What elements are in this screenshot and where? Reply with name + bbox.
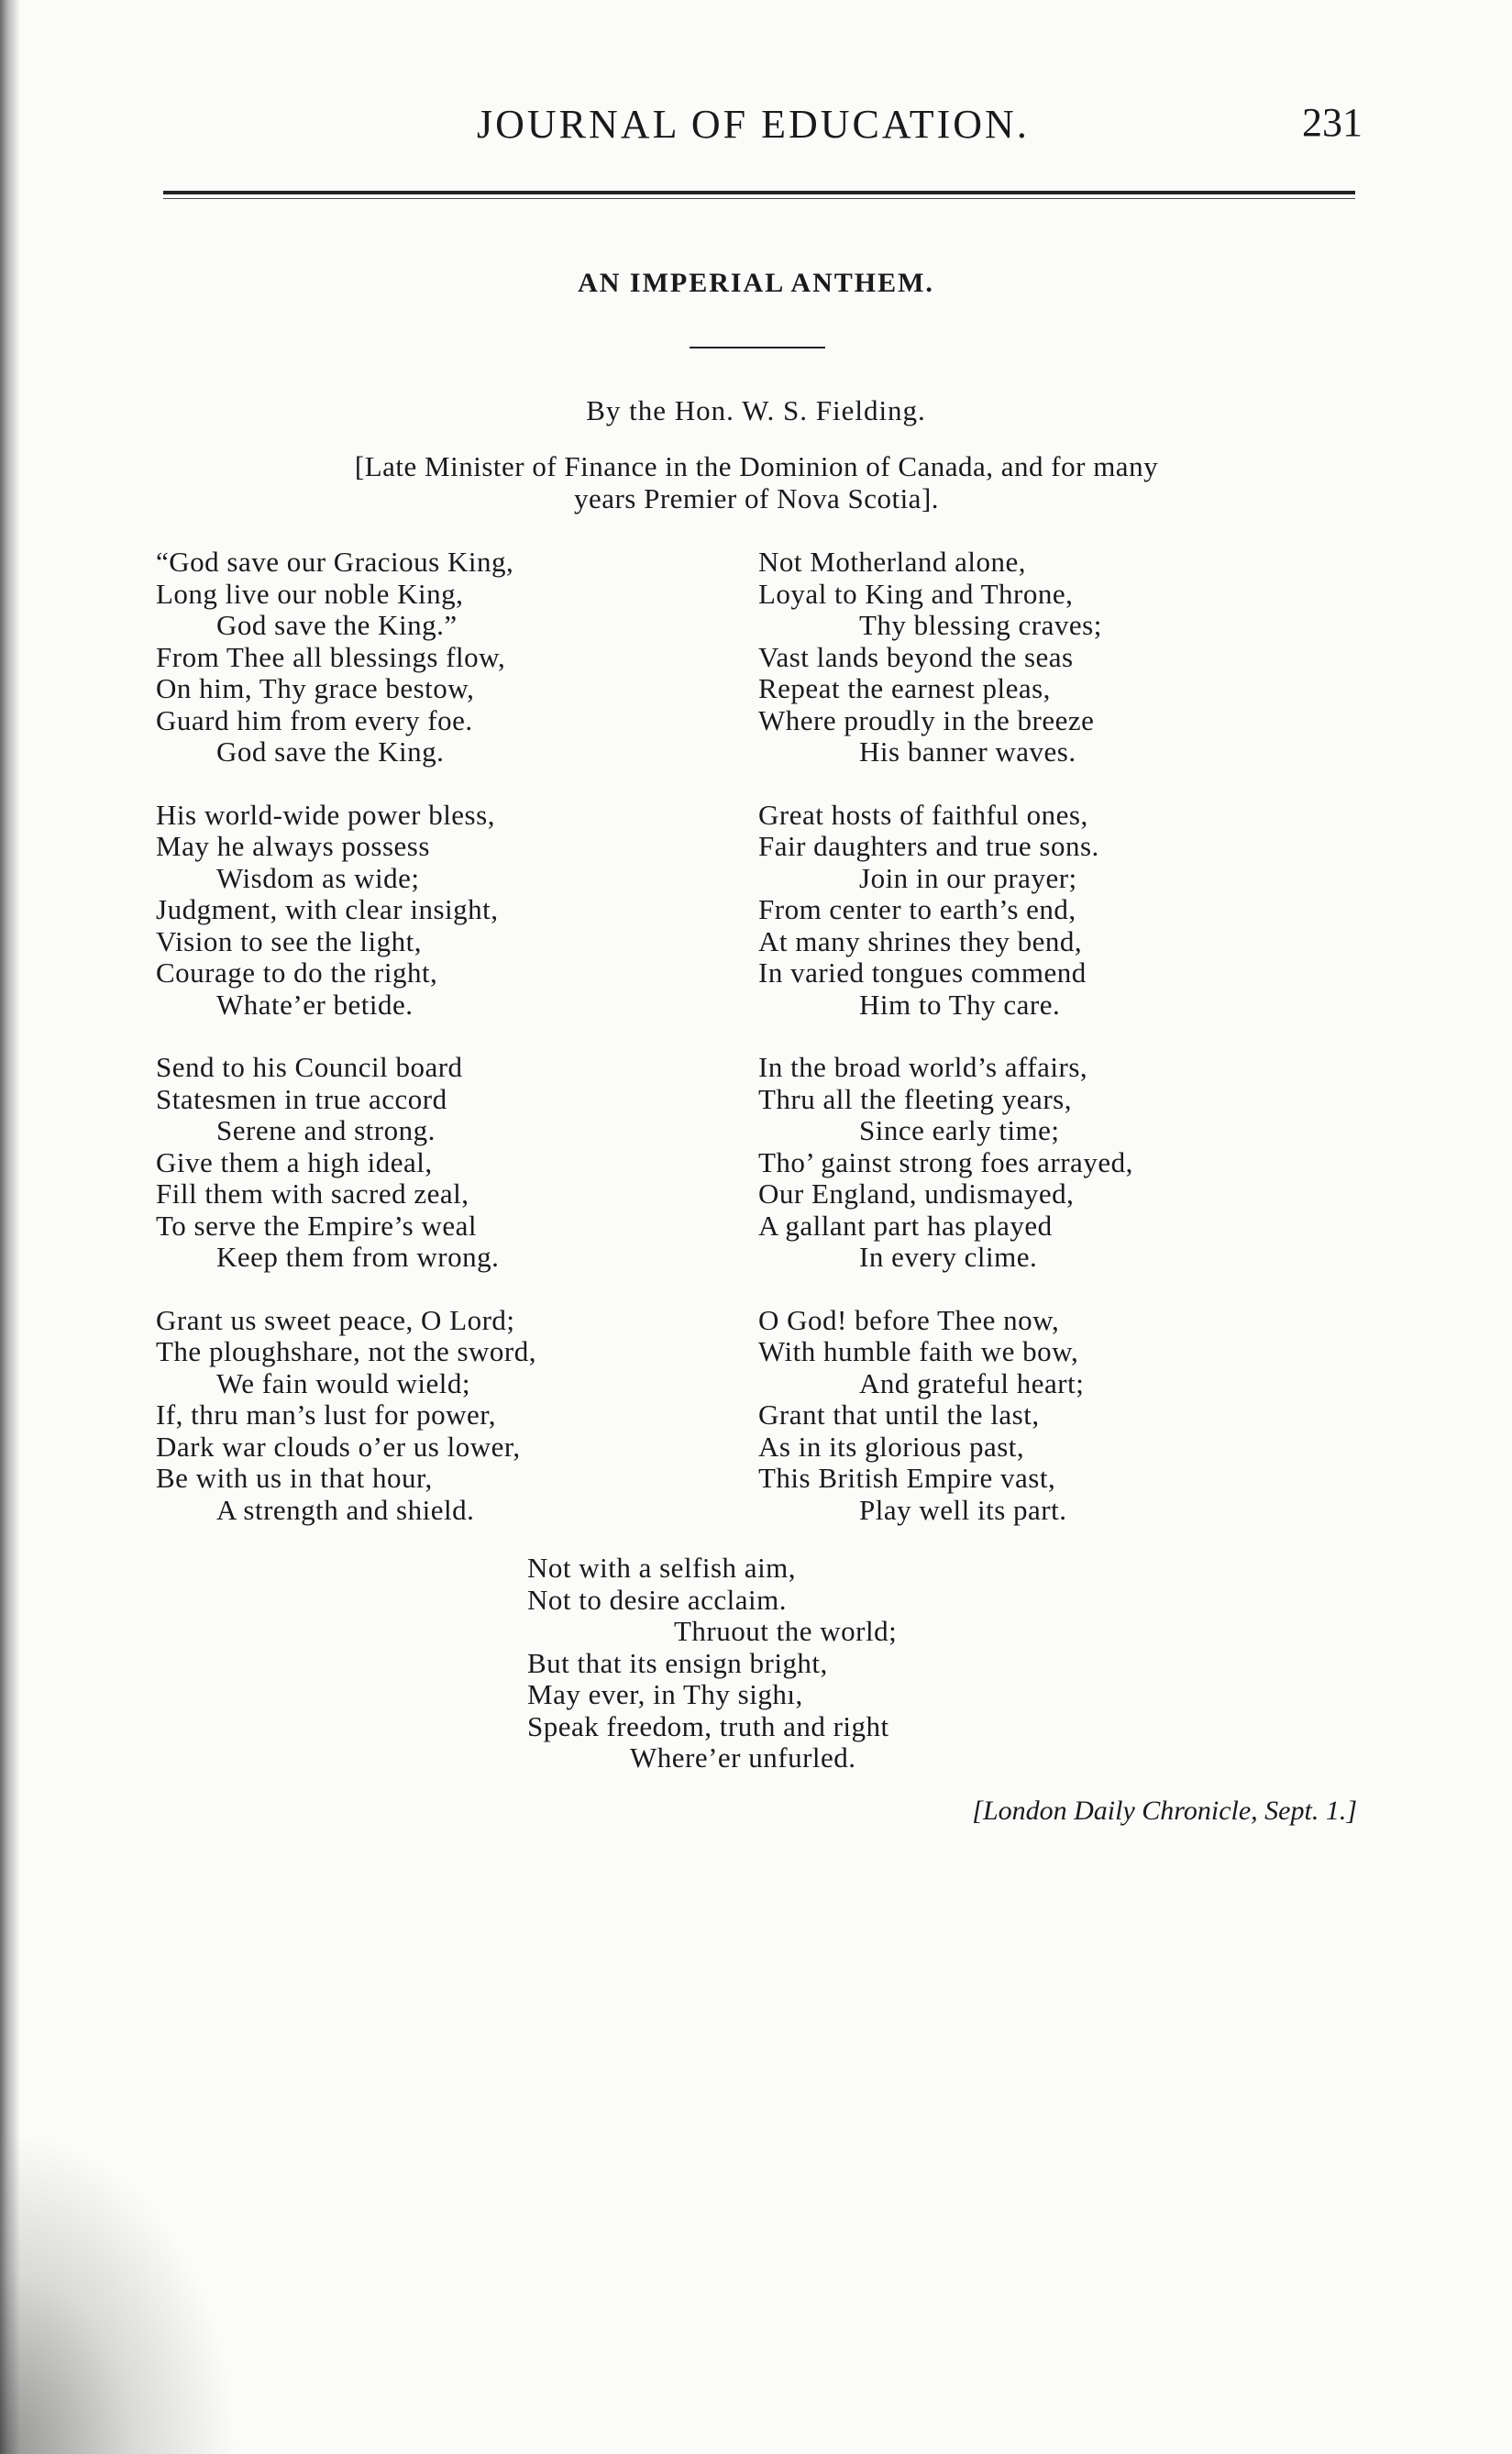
- stanza-left-3: [156, 1052, 706, 1274]
- verse-line: Judgment, with clear insight,: [156, 893, 499, 925]
- stanza-left-2: [156, 800, 706, 1022]
- source-citation: [London Daily Chronicle, Sept. 1.]: [972, 1796, 1357, 1826]
- verse-line: Vision to see the light,: [156, 924, 422, 957]
- verse-line: His world-wide power bless,: [156, 798, 495, 831]
- verse-line: Not to desire acclaim.: [527, 1583, 788, 1616]
- verse-line: Fair daughters and true sons.: [758, 830, 1099, 862]
- verse-line: Long live our noble King,: [156, 577, 464, 610]
- verse-line: Our England, undismayed,: [758, 1177, 1075, 1210]
- verse-line: Tho’ gainst strong foes arrayed,: [758, 1145, 1133, 1178]
- verse-line: Courage to do the right,: [156, 956, 438, 989]
- verse-line: Where’er unfurled.: [630, 1741, 856, 1774]
- verse-line: Dark war clouds o’er us lower,: [156, 1430, 521, 1463]
- verse-line: Guard him from every foe.: [156, 703, 473, 736]
- verse-line: Vast lands beyond the seas: [758, 640, 1074, 673]
- verse-line: O God! before Thee now,: [758, 1303, 1060, 1336]
- verse-line: Wisdom as wide;: [216, 861, 420, 894]
- verse-line: Fill them with sacred zeal,: [156, 1177, 469, 1210]
- verse-line: Join in our prayer;: [859, 861, 1077, 894]
- verse-line: At many shrines they bend,: [758, 924, 1083, 957]
- verse-line: God save the King.: [216, 735, 445, 768]
- final-stanza: [527, 1553, 1169, 1774]
- verse-line: Serene and strong.: [216, 1114, 436, 1146]
- running-header: [0, 92, 1512, 156]
- stanza-right-4: [758, 1305, 1308, 1527]
- verse-line: With humble faith we bow,: [758, 1335, 1079, 1367]
- verse-line: Statesmen in true accord: [156, 1082, 447, 1115]
- stanza-right-3: [758, 1052, 1308, 1274]
- verse-line: From Thee all blessings flow,: [156, 640, 506, 673]
- verse-line: Speak freedom, truth and right: [527, 1709, 889, 1742]
- byline: By the Hon. W. S. Fielding.: [586, 394, 926, 426]
- stanza-right-2: [758, 800, 1308, 1022]
- author-note-line: [Late Minister of Finance in the Dominion of Canada, and for many: [354, 450, 1159, 482]
- header-rule-thick: [163, 191, 1355, 194]
- author-note: [229, 451, 1284, 514]
- page-number: 231: [1302, 100, 1363, 145]
- verse-line: May ever, in Thy sighı,: [527, 1678, 803, 1710]
- verse-line: Thruout the world;: [674, 1615, 898, 1647]
- verse-line: In the broad world’s affairs,: [758, 1051, 1088, 1083]
- stanza-right-1: [758, 547, 1308, 768]
- journal-title: JOURNAL OF EDUCATION.: [477, 102, 1030, 147]
- verse-line: Since early time;: [859, 1114, 1060, 1146]
- verse-line: As in its glorious past,: [758, 1430, 1025, 1463]
- verse-line: But that its ensign bright,: [527, 1646, 828, 1679]
- left-column: [156, 547, 706, 1557]
- verse-line: In varied tongues commend: [758, 956, 1087, 989]
- verse-line: Grant us sweet peace, O Lord;: [156, 1303, 515, 1336]
- verse-line: Repeat the earnest pleas,: [758, 672, 1051, 704]
- verse-line: On him, Thy grace bestow,: [156, 672, 475, 704]
- stanza-left-4: [156, 1305, 706, 1527]
- verse-line: Give them a high ideal,: [156, 1145, 433, 1178]
- verse-line: God save the King.”: [216, 609, 458, 641]
- verse-line: If, thru man’s lust for power,: [156, 1398, 497, 1431]
- verse-line: Not with a selfish aim,: [527, 1552, 797, 1584]
- verse-line: The ploughshare, not the sword,: [156, 1335, 536, 1367]
- verse-line: A gallant part has played: [758, 1209, 1053, 1242]
- right-column: [758, 547, 1308, 1557]
- verse-line: Not Motherland alone,: [758, 546, 1027, 578]
- verse-line: Great hosts of faithful ones,: [758, 798, 1088, 831]
- verse-line: To serve the Empire’s weal: [156, 1209, 477, 1242]
- verse-line: Send to his Council board: [156, 1051, 463, 1083]
- page-smudge: [0, 2128, 238, 2454]
- verse-line: This British Empire vast,: [758, 1462, 1056, 1494]
- verse-line: May he always possess: [156, 830, 430, 862]
- verse-line: Keep them from wrong.: [216, 1241, 500, 1273]
- stanza-left-1: [156, 547, 706, 768]
- verse-line: Him to Thy care.: [859, 988, 1061, 1021]
- title-divider: [690, 347, 825, 348]
- verse-line: “God save our Gracious King,: [156, 546, 514, 578]
- verse-line: Be with us in that hour,: [156, 1462, 433, 1494]
- author-note-line: years Premier of Nova Scotia].: [573, 481, 940, 514]
- page-binding-edge: [0, 0, 20, 2454]
- verse-line: Thy blessing craves;: [859, 609, 1102, 641]
- header-rule-thin: [163, 198, 1355, 199]
- verse-line: His banner waves.: [859, 735, 1076, 768]
- poem-title: AN IMPERIAL ANTHEM.: [578, 268, 934, 298]
- verse-line: Whate’er betide.: [216, 988, 414, 1021]
- verse-line: From center to earth’s end,: [758, 893, 1076, 925]
- verse-line: Where proudly in the breeze: [758, 703, 1095, 736]
- verse-line: Grant that until the last,: [758, 1398, 1040, 1431]
- verse-line: Thru all the fleeting years,: [758, 1082, 1072, 1115]
- verse-line: And grateful heart;: [859, 1366, 1085, 1399]
- verse-line: We fain would wield;: [216, 1366, 470, 1399]
- verse-line: Play well its part.: [859, 1493, 1067, 1526]
- verse-line: In every clime.: [859, 1241, 1038, 1273]
- verse-line: A strength and shield.: [216, 1493, 475, 1526]
- verse-line: Loyal to King and Throne,: [758, 577, 1074, 610]
